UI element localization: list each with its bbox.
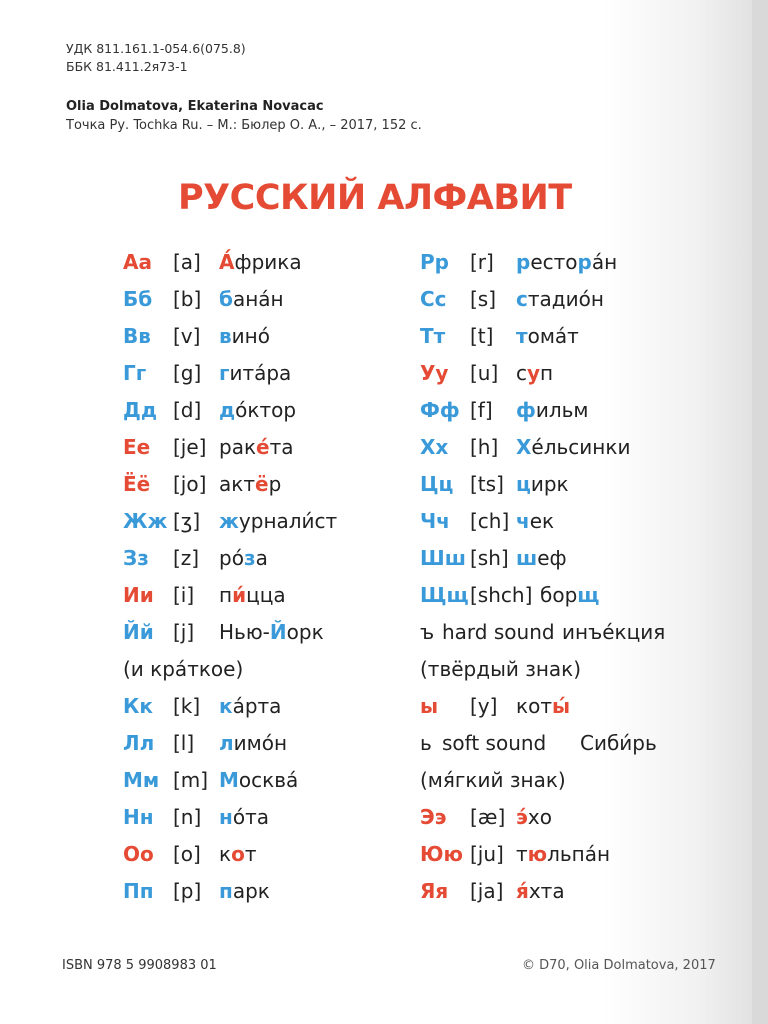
highlighted-letter: ш xyxy=(516,546,538,570)
alphabet-row xyxy=(420,694,665,731)
word-part: урнали́ст xyxy=(238,509,338,533)
letter: Йй xyxy=(123,620,154,644)
alphabet-row xyxy=(420,620,665,657)
alphabet-row xyxy=(123,694,337,731)
example-word xyxy=(516,398,589,422)
example-word xyxy=(219,435,294,459)
alphabet-right-column xyxy=(420,250,665,916)
udk-code: УДК 811.161.1-054.6(075.8) xyxy=(66,41,246,56)
word-part: арк xyxy=(232,879,270,903)
transcription: [l] xyxy=(173,731,195,755)
word-part: а xyxy=(255,546,268,570)
word-part: а́рта xyxy=(232,694,282,718)
transcription: [d] xyxy=(173,398,202,422)
highlighted-letter: и́ xyxy=(232,583,247,607)
word-part: к xyxy=(219,842,232,866)
transcription: [æ] xyxy=(470,805,506,829)
word-part: рак xyxy=(219,435,257,459)
letter: Пп xyxy=(123,879,154,903)
word-part: хо xyxy=(527,805,552,829)
alphabet-row xyxy=(123,398,337,435)
word-part: ро́ xyxy=(219,546,244,570)
word-part: акт xyxy=(219,472,255,496)
letter: Жж xyxy=(123,509,168,533)
example-word xyxy=(219,620,324,644)
letter: Ёё xyxy=(123,472,151,496)
example-word xyxy=(516,361,553,385)
transcription: [sh] xyxy=(470,546,509,570)
alphabet-row xyxy=(123,731,337,768)
transcription: [jo] xyxy=(173,472,207,496)
word-part: еф xyxy=(537,546,567,570)
transcription: [i] xyxy=(173,583,195,607)
example-word xyxy=(516,435,630,459)
letter: Дд xyxy=(123,398,157,422)
sound-description: soft sound xyxy=(442,731,547,755)
word-part: п xyxy=(540,361,554,385)
letter: Чч xyxy=(420,509,450,533)
highlighted-letter: д xyxy=(219,398,236,422)
word-part: ита́ра xyxy=(229,361,292,385)
transcription: [p] xyxy=(173,879,202,903)
letter: Щщ xyxy=(420,583,469,607)
letter: Уу xyxy=(420,361,449,385)
transcription: [o] xyxy=(173,842,201,866)
isbn: ISBN 978 5 9908983 01 xyxy=(62,958,217,973)
highlighted-letter: т xyxy=(516,324,528,348)
transcription: [u] xyxy=(470,361,499,385)
word-part: осква́ xyxy=(238,768,299,792)
letter: Вв xyxy=(123,324,151,348)
alphabet-row xyxy=(420,435,665,472)
example-word xyxy=(219,879,270,903)
word-part: инъе́кция xyxy=(562,620,666,644)
letter: ь xyxy=(420,731,432,755)
word-part: Сиби́рь xyxy=(580,731,657,755)
example-word xyxy=(219,805,269,829)
letter-name-note: (и кра́ткое) xyxy=(123,657,244,681)
word-part: орк xyxy=(286,620,324,644)
transcription: [j] xyxy=(173,620,195,644)
highlighted-letter: щ xyxy=(577,583,600,607)
letter: ъ xyxy=(420,620,435,644)
alphabet-row xyxy=(123,879,337,916)
transcription: [ju] xyxy=(470,842,504,866)
letter: Цц xyxy=(420,472,454,496)
alphabet-row xyxy=(420,324,665,361)
alphabet-row xyxy=(420,768,665,805)
word-part: е́льсинки xyxy=(531,435,631,459)
highlighted-letter: ж xyxy=(219,509,239,533)
example-word xyxy=(219,546,268,570)
word-part: кот xyxy=(516,694,552,718)
word-part: есто xyxy=(530,250,578,274)
alphabet-row xyxy=(123,509,337,546)
alphabet-row xyxy=(123,620,337,657)
alphabet-row xyxy=(123,287,337,324)
letter: Юю xyxy=(420,842,463,866)
letter: Сс xyxy=(420,287,447,311)
highlighted-letter: з xyxy=(243,546,256,570)
highlighted-letter: ё xyxy=(255,472,269,496)
highlighted-letter: к xyxy=(219,694,233,718)
highlighted-letter: ф xyxy=(516,398,536,422)
word-part: а́н xyxy=(591,250,618,274)
letter: Мм xyxy=(123,768,160,792)
word-part: имо́н xyxy=(233,731,288,755)
highlighted-letter: ы́ xyxy=(551,694,571,718)
example-word xyxy=(219,583,286,607)
alphabet-row xyxy=(420,287,665,324)
letter: Нн xyxy=(123,805,154,829)
bbk-code: ББК 81.411.2я73-1 xyxy=(66,59,188,74)
word-part: хта xyxy=(528,879,565,903)
transcription: [n] xyxy=(173,805,202,829)
alphabet-row xyxy=(420,361,665,398)
example-word xyxy=(219,509,337,533)
example-word xyxy=(516,805,552,829)
letter: Яя xyxy=(420,879,449,903)
letter: Гг xyxy=(123,361,147,385)
alphabet-row xyxy=(420,657,665,694)
letter: Кк xyxy=(123,694,153,718)
word-part: т xyxy=(244,842,257,866)
highlighted-letter: е́ xyxy=(256,435,270,459)
example-word xyxy=(516,546,567,570)
word-part: ино́ xyxy=(231,324,270,348)
highlighted-letter: о xyxy=(231,842,245,866)
alphabet-row xyxy=(123,324,337,361)
letter-name-note: (мя́гкий знак) xyxy=(420,768,566,792)
word-part: о́та xyxy=(232,805,269,829)
example-word xyxy=(219,398,296,422)
alphabet-row xyxy=(123,805,337,842)
letter: Тт xyxy=(420,324,446,348)
alphabet-left-column xyxy=(123,250,337,916)
word-part: Нью- xyxy=(219,620,270,644)
example-word xyxy=(562,620,665,644)
highlighted-letter: я́ xyxy=(516,879,529,903)
example-word xyxy=(516,879,565,903)
transcription: [ts] xyxy=(470,472,504,496)
highlighted-letter: в xyxy=(219,324,232,348)
highlighted-letter: г xyxy=(219,361,230,385)
transcription: [ʒ] xyxy=(173,509,201,533)
word-part: с xyxy=(516,361,527,385)
authors: Olia Dolmatova, Ekaterina Novacac xyxy=(66,99,324,114)
alphabet-row xyxy=(420,879,665,916)
alphabet-row xyxy=(420,250,665,287)
highlighted-letter: р xyxy=(577,250,592,274)
alphabet-row xyxy=(420,398,665,435)
alphabet-row xyxy=(420,509,665,546)
transcription: [h] xyxy=(470,435,499,459)
example-word xyxy=(516,472,569,496)
transcription: [f] xyxy=(470,398,493,422)
highlighted-letter: М xyxy=(219,768,239,792)
example-word xyxy=(516,324,579,348)
transcription: [t] xyxy=(470,324,494,348)
letter-name-note: (твёрдый знак) xyxy=(420,657,582,681)
example-word xyxy=(516,509,554,533)
example-word xyxy=(219,842,257,866)
alphabet-row xyxy=(420,583,665,620)
highlighted-letter: у xyxy=(527,361,541,385)
alphabet-row xyxy=(123,842,337,879)
highlighted-letter: ц xyxy=(516,472,531,496)
transcription: [shch] xyxy=(470,583,533,607)
transcription: [ja] xyxy=(470,879,504,903)
example-word xyxy=(219,694,281,718)
highlighted-letter: п xyxy=(219,879,233,903)
letter: Зз xyxy=(123,546,149,570)
word-part: т xyxy=(516,842,528,866)
word-part: п xyxy=(219,583,233,607)
copyright: © D70, Olia Dolmatova, 2017 xyxy=(522,958,716,973)
letter: Оо xyxy=(123,842,154,866)
letter: Ии xyxy=(123,583,154,607)
highlighted-letter: Й xyxy=(269,620,287,644)
alphabet-row xyxy=(123,657,337,694)
example-word xyxy=(219,768,298,792)
transcription: [a] xyxy=(173,250,201,274)
sound-description: hard sound xyxy=(442,620,555,644)
page-title: РУССКИЙ АЛФАВИТ xyxy=(178,178,572,218)
alphabet-row xyxy=(420,472,665,509)
alphabet-row xyxy=(420,546,665,583)
alphabet-row xyxy=(123,768,337,805)
alphabet-row xyxy=(123,250,337,287)
word-part: цца xyxy=(246,583,286,607)
transcription: [ch] xyxy=(470,509,510,533)
alphabet-row xyxy=(123,435,337,472)
word-part: о́ктор xyxy=(235,398,297,422)
word-part: тадио́н xyxy=(527,287,604,311)
alphabet-row xyxy=(123,583,337,620)
transcription: [b] xyxy=(173,287,202,311)
example-word xyxy=(219,361,291,385)
highlighted-letter: н xyxy=(219,805,233,829)
letter: Лл xyxy=(123,731,155,755)
letter: Фф xyxy=(420,398,460,422)
transcription: [v] xyxy=(173,324,201,348)
example-word xyxy=(219,731,287,755)
highlighted-letter: э́ xyxy=(516,805,528,829)
letter: ы xyxy=(420,694,439,718)
alphabet-row xyxy=(420,842,665,879)
letter: Ее xyxy=(123,435,151,459)
highlighted-letter: л xyxy=(219,731,234,755)
word-part: льпа́н xyxy=(547,842,611,866)
transcription: [je] xyxy=(173,435,207,459)
example-word xyxy=(219,250,302,274)
publication-info: Точка Ру. Tochka Ru. – М.: Бюлер О. А., – 2017, 152 с. xyxy=(66,118,422,133)
alphabet-row xyxy=(123,472,337,509)
transcription: [m] xyxy=(173,768,209,792)
highlighted-letter: р xyxy=(516,250,531,274)
example-word xyxy=(516,842,610,866)
highlighted-letter: А́ xyxy=(219,250,235,274)
word-part: бор xyxy=(540,583,578,607)
transcription: [g] xyxy=(173,361,202,385)
alphabet-row xyxy=(420,731,665,768)
alphabet-row xyxy=(123,361,337,398)
letter: Аа xyxy=(123,250,152,274)
example-word xyxy=(540,583,599,607)
word-part: ома́т xyxy=(527,324,579,348)
word-part: р xyxy=(268,472,282,496)
example-word xyxy=(580,731,657,755)
alphabet-row xyxy=(420,805,665,842)
highlighted-letter: с xyxy=(516,287,528,311)
letter: Бб xyxy=(123,287,153,311)
letter: Шш xyxy=(420,546,466,570)
highlighted-letter: Х xyxy=(516,435,532,459)
highlighted-letter: б xyxy=(219,287,233,311)
example-word xyxy=(516,250,617,274)
example-word xyxy=(219,472,281,496)
transcription: [s] xyxy=(470,287,497,311)
word-part: ильм xyxy=(535,398,589,422)
letter: Ээ xyxy=(420,805,447,829)
word-part: фрика xyxy=(234,250,302,274)
word-part: та xyxy=(269,435,294,459)
word-part: ек xyxy=(529,509,555,533)
transcription: [z] xyxy=(173,546,200,570)
example-word xyxy=(219,287,284,311)
word-part: ана́н xyxy=(232,287,284,311)
example-word xyxy=(516,694,570,718)
transcription: [r] xyxy=(470,250,494,274)
example-word xyxy=(516,287,604,311)
transcription: [y] xyxy=(470,694,498,718)
transcription: [k] xyxy=(173,694,201,718)
letter: Рр xyxy=(420,250,449,274)
letter: Хх xyxy=(420,435,449,459)
example-word xyxy=(219,324,270,348)
alphabet-row xyxy=(123,546,337,583)
highlighted-letter: ч xyxy=(516,509,530,533)
word-part: ирк xyxy=(530,472,569,496)
highlighted-letter: ю xyxy=(527,842,548,866)
